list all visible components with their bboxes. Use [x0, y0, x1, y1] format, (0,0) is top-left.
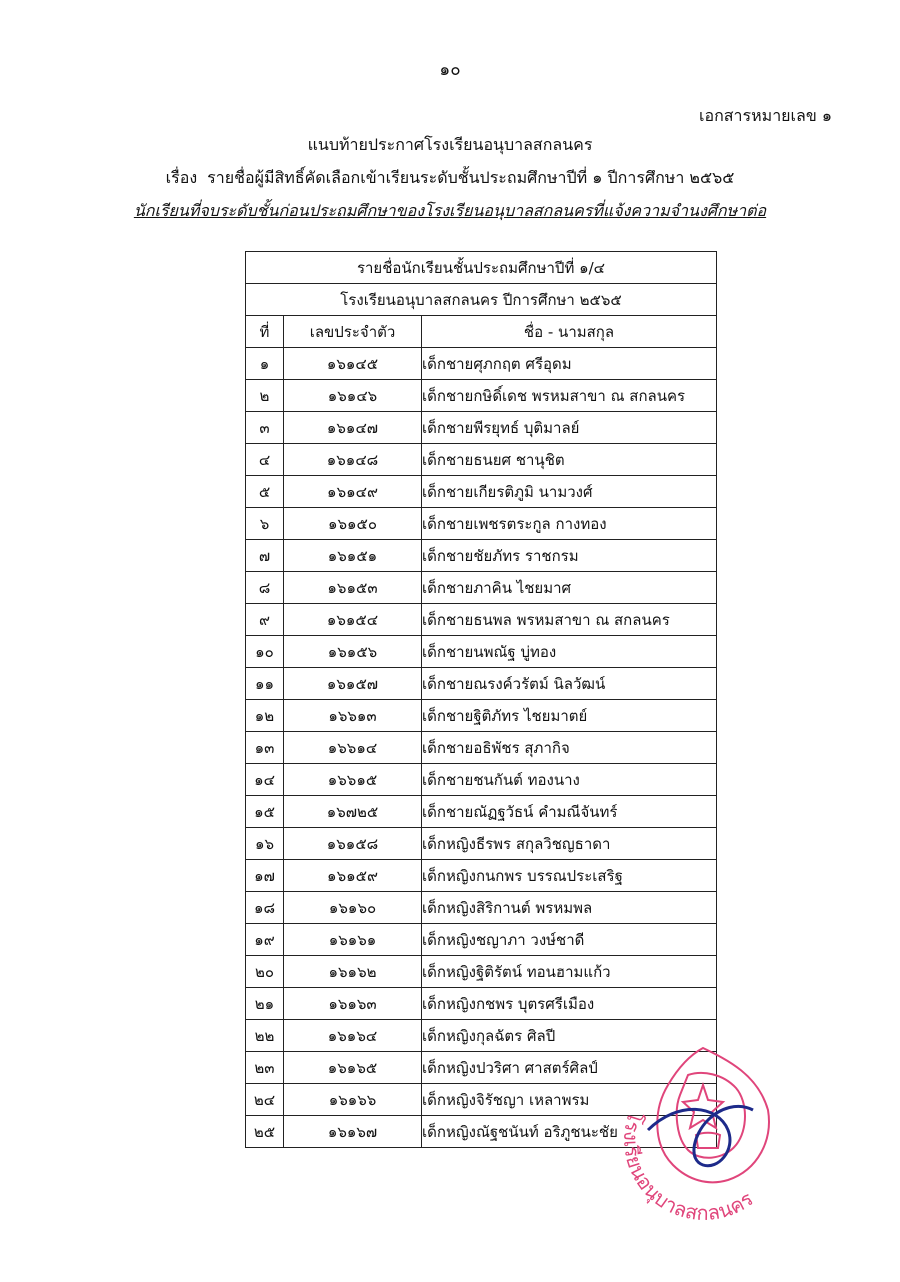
student-id: ๑๖๖๑๔	[284, 732, 422, 764]
student-name: เด็กชายพีรยุทธ์ บุติมาลย์	[422, 412, 717, 444]
row-number: ๒๓	[246, 1052, 284, 1084]
student-name: เด็กหญิงกนกพร บรรณประเสริฐ	[422, 860, 717, 892]
table-row	[246, 860, 717, 892]
student-id: ๑๖๑๖๒	[284, 956, 422, 988]
row-number: ๑๑	[246, 668, 284, 700]
student-name: เด็กชายณรงค์วรัตม์ นิลวัฒน์	[422, 668, 717, 700]
table-row	[246, 732, 717, 764]
table-row	[246, 668, 717, 700]
row-number: ๑๒	[246, 700, 284, 732]
student-id: ๑๖๑๕๓	[284, 572, 422, 604]
student-name: เด็กชายธนพล พรหมสาขา ณ สกลนคร	[422, 604, 717, 636]
column-header-no: ที่	[246, 316, 284, 348]
student-name: เด็กหญิงณัฐชนันท์ อริภูชนะชัย	[422, 1116, 717, 1148]
student-name: เด็กชายธนยศ ชานุชิต	[422, 444, 717, 476]
table-row	[246, 988, 717, 1020]
student-name: เด็กชายภาคิน ไชยมาศ	[422, 572, 717, 604]
student-id: ๑๖๑๔๗	[284, 412, 422, 444]
row-number: ๑	[246, 348, 284, 380]
student-name: เด็กชายเกียรติภูมิ นามวงศ์	[422, 476, 717, 508]
student-name: เด็กชายอธิพัชร สุภากิจ	[422, 732, 717, 764]
student-name: เด็กชายชนกันต์ ทองนาง	[422, 764, 717, 796]
student-id: ๑๖๑๔๕	[284, 348, 422, 380]
row-number: ๔	[246, 444, 284, 476]
student-id: ๑๖๑๖๗	[284, 1116, 422, 1148]
seal-star	[683, 1085, 723, 1128]
table-row	[246, 380, 717, 412]
row-number: ๗	[246, 540, 284, 572]
student-id: ๑๖๑๖๔	[284, 1020, 422, 1052]
student-name: เด็กชายกษิดิ์เดช พรหมสาขา ณ สกลนคร	[422, 380, 717, 412]
student-id: ๑๖๑๖๕	[284, 1052, 422, 1084]
student-name: เด็กชายฐิติภัทร ไชยมาตย์	[422, 700, 717, 732]
table-body	[246, 348, 717, 1148]
student-id: ๑๖๑๕๔	[284, 604, 422, 636]
subject-label: เรื่อง	[165, 168, 198, 187]
column-header-id: เลขประจำตัว	[284, 316, 422, 348]
row-number: ๑๐	[246, 636, 284, 668]
row-number: ๒๑	[246, 988, 284, 1020]
row-number: ๑๓	[246, 732, 284, 764]
row-number: ๒๐	[246, 956, 284, 988]
heading-subject	[0, 166, 900, 191]
student-name: เด็กหญิงจิรัชญา เหลาพรม	[422, 1084, 717, 1116]
student-id: ๑๖๑๕๙	[284, 860, 422, 892]
row-number: ๙	[246, 604, 284, 636]
student-id: ๑๖๑๔๘	[284, 444, 422, 476]
student-id: ๑๖๑๕๐	[284, 508, 422, 540]
table-title: รายชื่อนักเรียนชั้นประถมศึกษาปีที่ ๑/๔	[246, 252, 717, 284]
document-number: เอกสารหมายเลข ๑	[698, 106, 832, 125]
heading-students-group: นักเรียนที่จบระดับชั้นก่อนประถมศึกษาของโรงเรียนอนุบาลสกลนครที่แจ้งความจำนงศึกษาต่อ	[133, 201, 767, 220]
student-id: ๑๖๖๑๕	[284, 764, 422, 796]
row-number: ๒๔	[246, 1084, 284, 1116]
seal-inner-ring	[677, 1073, 745, 1158]
student-id: ๑๖๑๖๐	[284, 892, 422, 924]
table-row	[246, 604, 717, 636]
student-name: เด็กหญิงสิริกานต์ พรหมพล	[422, 892, 717, 924]
student-id: ๑๖๑๕๖	[284, 636, 422, 668]
column-header-name: ชื่อ - นามสกุล	[422, 316, 717, 348]
student-id: ๑๖๖๑๓	[284, 700, 422, 732]
student-name: เด็กหญิงกชพร บุตรศรีเมือง	[422, 988, 717, 1020]
row-number: ๒๒	[246, 1020, 284, 1052]
table-row	[246, 508, 717, 540]
row-number: ๑๔	[246, 764, 284, 796]
table-row	[246, 540, 717, 572]
student-id: ๑๖๑๔๖	[284, 380, 422, 412]
subject-text: รายชื่อผู้มีสิทธิ์คัดเลือกเข้าเรียนระดับชั้นประถมศึกษาปีที่ ๑ ปีการศึกษา ๒๕๖๕	[207, 168, 735, 187]
student-name: เด็กชายเพชรตระกูล กางทอง	[422, 508, 717, 540]
student-name: เด็กชายนพณัฐ บู่ทอง	[422, 636, 717, 668]
table-row	[246, 412, 717, 444]
table-row	[246, 956, 717, 988]
student-id: ๑๖๑๖๑	[284, 924, 422, 956]
student-id: ๑๖๑๖๖	[284, 1084, 422, 1116]
row-number: ๘	[246, 572, 284, 604]
row-number: ๑๙	[246, 924, 284, 956]
student-id: ๑๖๗๒๕	[284, 796, 422, 828]
table-row	[246, 828, 717, 860]
table-row	[246, 636, 717, 668]
student-name: เด็กหญิงกุลฉัตร ศิลปี	[422, 1020, 717, 1052]
student-id: ๑๖๑๖๓	[284, 988, 422, 1020]
student-name: เด็กหญิงปวริศา ศาสตร์ศิลป์	[422, 1052, 717, 1084]
row-number: ๑๘	[246, 892, 284, 924]
table-row	[246, 348, 717, 380]
row-number: ๑๕	[246, 796, 284, 828]
table-row	[246, 476, 717, 508]
student-id: ๑๖๑๔๙	[284, 476, 422, 508]
student-table	[245, 251, 717, 1148]
student-name: เด็กหญิงฐิติรัตน์ ทอนฮามแก้ว	[422, 956, 717, 988]
page-number: ๑๐	[439, 60, 461, 80]
row-number: ๑๗	[246, 860, 284, 892]
student-id: ๑๖๑๕๑	[284, 540, 422, 572]
table-row	[246, 764, 717, 796]
seal-base	[696, 1133, 720, 1148]
student-name: เด็กชายศุภกฤต ศรีอุดม	[422, 348, 717, 380]
seal-text: โรงเรียนอนุบาลสกลนคร	[619, 1108, 758, 1225]
student-name: เด็กหญิงธีรพร สกุลวิชญธาดา	[422, 828, 717, 860]
student-name: เด็กชายชัยภัทร ราชกรม	[422, 540, 717, 572]
row-number: ๒	[246, 380, 284, 412]
table-row	[246, 924, 717, 956]
row-number: ๒๕	[246, 1116, 284, 1148]
heading-attachment: แนบท้ายประกาศโรงเรียนอนุบาลสกลนคร	[307, 135, 593, 154]
table-row	[246, 444, 717, 476]
student-id: ๑๖๑๕๗	[284, 668, 422, 700]
table-row	[246, 892, 717, 924]
school-seal	[608, 1040, 798, 1240]
table-row	[246, 796, 717, 828]
row-number: ๕	[246, 476, 284, 508]
student-id: ๑๖๑๕๘	[284, 828, 422, 860]
row-number: ๑๖	[246, 828, 284, 860]
student-name: เด็กชายณัฏฐวัธน์ คำมณีจันทร์	[422, 796, 717, 828]
row-number: ๓	[246, 412, 284, 444]
row-number: ๖	[246, 508, 284, 540]
student-name: เด็กหญิงชญาภา วงษ์ชาดี	[422, 924, 717, 956]
table-row	[246, 700, 717, 732]
table-subtitle: โรงเรียนอนุบาลสกลนคร ปีการศึกษา ๒๕๖๕	[246, 284, 717, 316]
table-row	[246, 572, 717, 604]
